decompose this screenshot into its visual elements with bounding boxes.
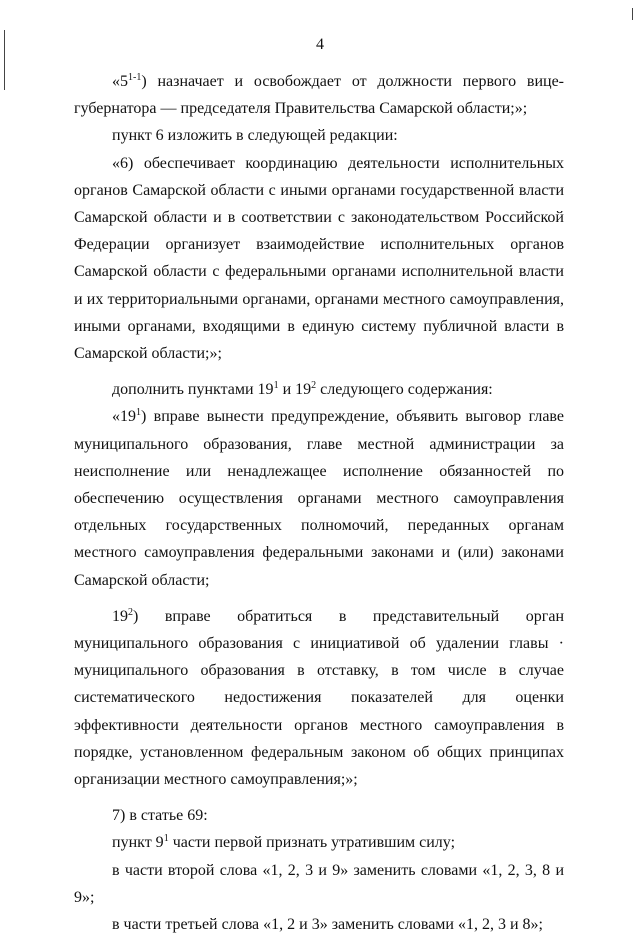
paragraph-add-items-19: дополнить пунктами $19^1$ и $19^2$ следующего содержания: xyxy=(112,380,493,399)
paragraph-part-three-replace: в части третьей слова «1, 2 и 3» заменить словами «1, 2, 3 и 8»; xyxy=(112,916,543,934)
paragraph-item-6-text: «6) обеспечивает координацию деятельности исполнительных органов Самарской области с иными органами государственной власти Самарской области и в соответствии с законодательством Российской Федерации организует взаимодействие исполнительных органов Самарской области с федеральными органами исполнительной власти и их территориальными органами, органами местного самоуправления, иными органами, входящими в единую систему публичной власти в Самарской области;»; xyxy=(74,154,564,363)
paragraph-item-19-1: «$19^1$) вправе вынести предупреждение, объявить выговор главе муниципального образования, главе местной администрации за неисполнение или ненадлежащее исполнение обязанностей по обеспечению осуществления органами местного самоуправления отдельных государственных полномочий, переданных органам местного самоуправления федеральными законами и (или) законами Самарской области; xyxy=(74,407,564,589)
paragraph-article-69: 7) в статье 69: xyxy=(112,807,208,825)
page-number: 4 xyxy=(316,36,324,53)
scan-edge-mark-right xyxy=(632,8,633,20)
paragraph-item-5-1-1: «5$^{1-1}$) назначает и освобождает от должности первого вице-губернатора — председателя Правительства Самарской области;»; xyxy=(74,72,564,118)
paragraph-item-9-1-repeal: пункт $9^1$ части первой признать утратившим силу; xyxy=(112,833,456,852)
paragraph-part-two-replace: в части второй слова «1, 2, 3 и 9» заменить словами «1, 2, 3, 8 и 9»; xyxy=(74,861,564,906)
document-body xyxy=(74,68,564,938)
paragraph-amend-item-6: пункт 6 изложить в следующей редакции: xyxy=(112,127,398,145)
paragraph-item-19-2: $19^2$) вправе обратиться в представительный орган муниципального образования с инициативой об удалении главы · муниципального образования в отставку, в том числе в случае систематического недостижения показателей для оценки эффективности деятельности органов местного самоуправления в порядке, установленном федеральным законом об общих принципах организации местного самоуправления;»; xyxy=(74,606,564,789)
